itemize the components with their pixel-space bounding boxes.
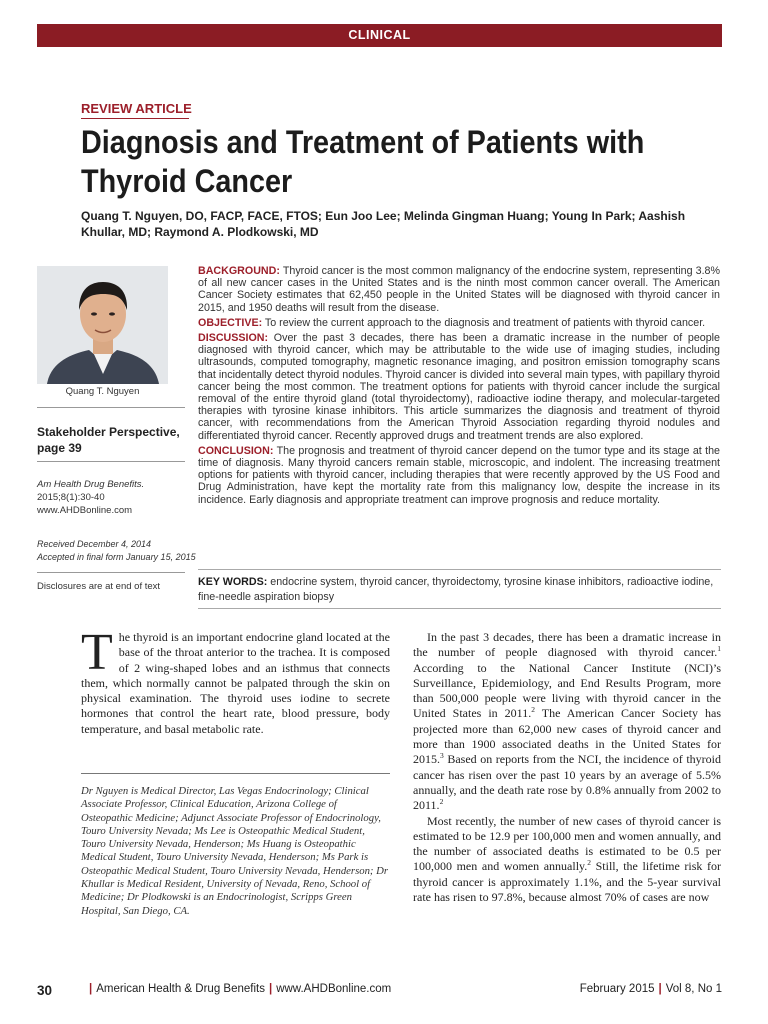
keywords-text: endocrine system, thyroid cancer, thyroidectomy, tyrosine kinase inhibitors, radioactive iodine, fine-needle aspiration biopsy: [198, 576, 714, 603]
disclosures-note: Disclosures are at end of text: [37, 581, 161, 592]
article-type-underline: [81, 118, 189, 119]
conclusion-label: CONCLUSION:: [198, 444, 274, 457]
intro-paragraph: he thyroid is an important endocrine gland located at the base of the throat anterior to the trachea. It is composed of 2 wing-shaped lobes and an isthmus that connects them, which normally cannot be palpated through the skin on physical examination. The thyroid uses iodine to secrete hormones that control the heart rate, blood pressure, body temperature, and basal metabolic rate.: [81, 630, 390, 736]
section-header-bar: [37, 24, 722, 47]
received-date: Received December 4, 2014: [37, 539, 152, 549]
footer-url[interactable]: www.AHDBonline.com: [276, 983, 392, 995]
objective-label: OBJECTIVE:: [198, 316, 263, 329]
photo-caption: Quang T. Nguyen: [65, 386, 140, 397]
abstract: [198, 265, 720, 509]
sidebar-divider: [37, 461, 185, 462]
stakeholder-link[interactable]: Stakeholder Perspective, page 39: [37, 425, 180, 455]
sidebar-divider: [37, 572, 185, 573]
keywords: [198, 575, 720, 605]
abstract-conclusion: [198, 445, 720, 506]
keywords-rule-bottom: [198, 608, 721, 609]
abstract-objective: [198, 317, 720, 329]
article-title: Diagnosis and Treatment of Patients with Thyroid Cancer: [81, 124, 645, 199]
body-paragraph: In the past 3 decades, there has been a dramatic increase in the number of people diagnosed with thyroid cancer.$^1$ According to the National Cancer Institute (NCI)’s Surveillance, Epidemiology, and End Results Program, more than 500,000 people were living with thyroid cancer in the United States in 2011.$^2$ The American Cancer Society has projected more than 62,000 new cases of thyroid cancer and more than 1900 associated deaths in the United States for 2015.$^3$ Based on reports from the NCI, the incidence of thyroid cancer has risen over the past 10 years by an average of 5.5% annually, and the death rate rose by 0.8% annually from 2002 to 2011.$^2$: [413, 630, 721, 813]
keywords-rule-top: [198, 569, 721, 570]
reference-marker[interactable]: 3: [440, 751, 444, 761]
discussion-text: Over the past 3 decades, there has been a dramatic increase in the number of people diagnosed with thyroid cancer, which may be attributable to the wide use of imaging studies, including ultrasounds, computed tomography, magnetic resonance imaging, and positron emission tomography scans that incidentally detect thyroid nodules. Thyroid cancer is divided into several main types, with papillary thyroid cancer being the most common. The treatment options for patients with thyroid cancer include the surgical removal of the entire thyroid gland (total thyroidectomy), radioactive iodine therapy, and molecular-targeted therapies with tyrosine kinase inhibitors. This article summarizes the diagnosis and treatment of thyroid cancer, with recommendations from the American Thyroid Association regarding thyroid nodules and differentiated thyroid cancer. Recently approved drugs and treatment trends are also explored.: [198, 332, 720, 442]
keywords-label: KEY WORDS:: [198, 576, 268, 588]
author-list: Quang T. Nguyen, DO, FACP, FACE, FTOS; Eun Joo Lee; Melinda Gingman Huang; Young In Park; Aashish Khullar, MD; Raymond A. Plodkowski, MD: [81, 209, 686, 239]
footer-issue: February 2015 | Vol 8, No 1: [579, 983, 722, 995]
author-photo: [37, 266, 168, 384]
reference-marker[interactable]: 2: [587, 858, 592, 868]
citation-volume: 2015;8(1):30-40: [37, 492, 105, 503]
body-column-left: [81, 624, 390, 737]
conclusion-text: The prognosis and treatment of thyroid cancer depend on the tumor type and its stage at the time of diagnosis. Many thyroid cancers remain stable, microscopic, and indolent. The increasing treatment options for patients with thyroid cancer, including therapies that were recently approved by the US Food and Drug Administration, have kept the mortality rate from this malignancy low, despite the increase in its incidence. Early diagnosis and appropriate treatment can improve prognosis and reduce mortality.: [198, 444, 720, 506]
footer-journal-name: American Health & Drug Benefits: [96, 983, 265, 995]
sidebar-divider: [37, 407, 185, 408]
footer-volume: Vol 8, No 1: [665, 983, 722, 995]
body-column-right: [413, 630, 721, 905]
background-text: Thyroid cancer is the most common malignancy of the endocrine system, representing 3.8% of all new cancer cases in the United States and is the ninth most common cancer overall. The American Cancer Society estimates that 62,450 people in the United States will be diagnosed with thyroid cancer in 2015, and 1950 deaths will result from the disease.: [198, 265, 720, 314]
accepted-date: Accepted in final form January 15, 2015: [37, 551, 196, 562]
received-dates: [37, 538, 197, 563]
abstract-discussion: [198, 332, 720, 442]
reference-marker[interactable]: 2: [531, 705, 535, 715]
footer-journal: | American Health & Drug Benefits | www.AHDBonline.com: [89, 983, 392, 995]
author-affiliations: Dr Nguyen is Medical Director, Las Vegas Endocrinology; Clinical Associate Professor, Clinical Education, Arizona College of Osteopathic Medicine; Adjunct Associate Professor of Endocrinology, Touro University Nevada; Ms Lee is Osteopathic Medical Student, Touro University Nevada, Henderson; Ms Huang is Osteopathic Medical Student, Touro University Nevada, Henderson; Ms Park is Osteopathic Medical Student, Touro University Nevada, Henderson; Dr Khullar is Medical Resident, University of Nevada, Reno, School of Medicine; Dr Plodkowski is an Endocrinologist, Scripps Green Hospital, San Diego, CA.: [81, 785, 389, 917]
citation-journal: Am Health Drug Benefits.: [37, 479, 145, 490]
background-label: BACKGROUND:: [198, 265, 280, 277]
page-number: 30: [37, 983, 53, 998]
affiliations-rule: [81, 773, 390, 774]
body-paragraph: Most recently, the number of new cases of thyroid cancer is estimated to be 12.9 per 100,000 men and women annually, and the number of associated deaths is estimated to be 0.5 per 100,000 men and women annually.$^2$ Still, the lifetime risk for thyroid cancer is approximately 1.1%, and the 5-year survival rate has risen to 97.8%, because almost 70% of cases are now: [413, 813, 721, 905]
reference-marker[interactable]: 2: [439, 797, 444, 807]
drop-cap: T: [81, 624, 113, 681]
reference-marker[interactable]: 1: [717, 644, 721, 654]
article-type: REVIEW ARTICLE: [81, 101, 192, 116]
section-label: CLINICAL: [348, 28, 411, 42]
citation-url[interactable]: www.AHDBonline.com: [37, 505, 133, 516]
footer-date: February 2015: [579, 983, 655, 995]
abstract-background: [198, 265, 720, 314]
objective-text: To review the current approach to the diagnosis and treatment of patients with thyroid cancer.: [264, 316, 706, 329]
discussion-label: DISCUSSION:: [198, 332, 269, 345]
citation-block: [37, 478, 187, 517]
